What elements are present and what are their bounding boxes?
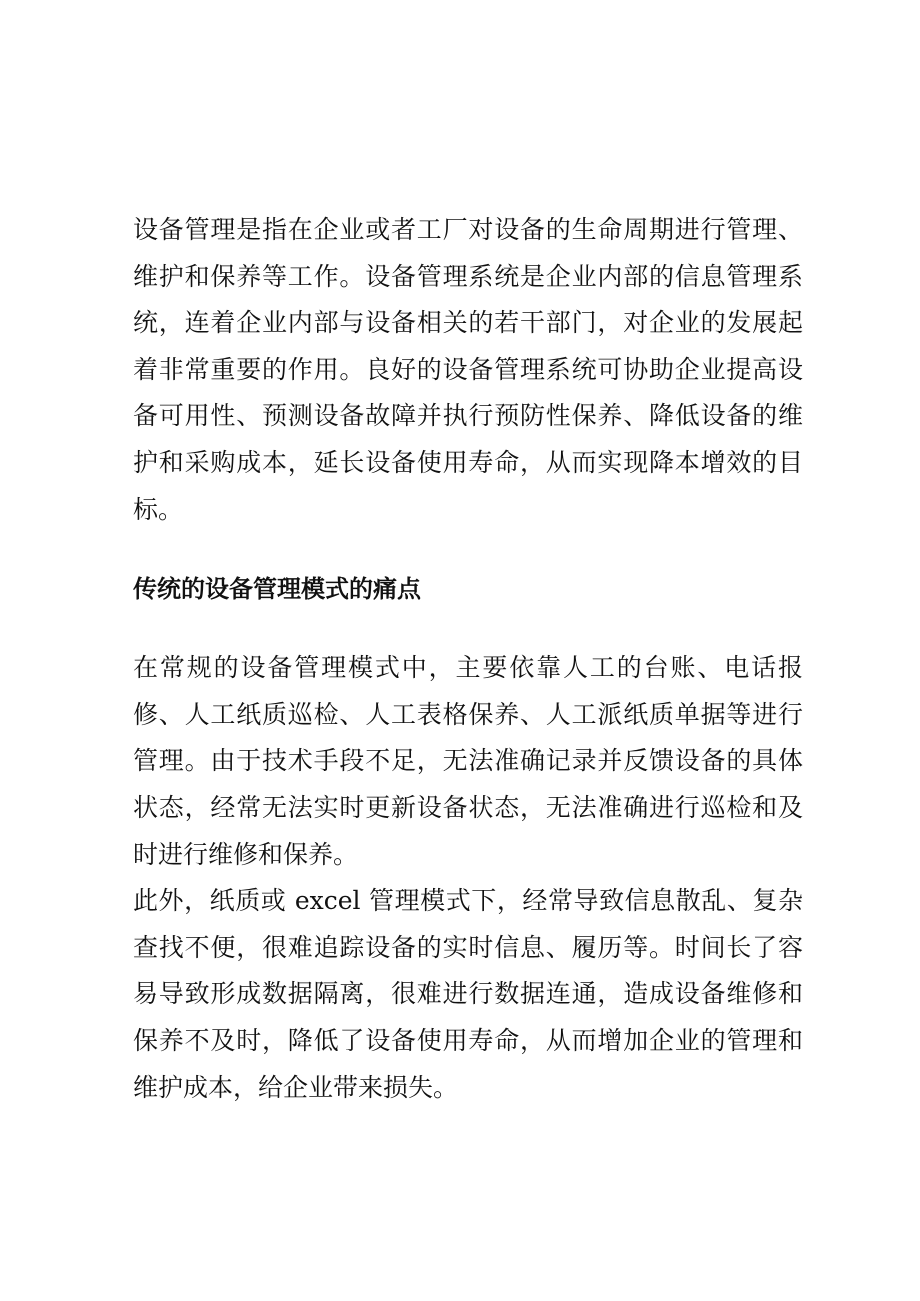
section-paragraph-1: 在常规的设备管理模式中，主要依靠人工的台账、电话报修、人工纸质巡检、人工表格保养、人工派纸质单据等进行管理。由于技术手段不足，无法准确记录并反馈设备的具体状态，经常无法实时更新设备状态，无法准确进行巡检和及时进行维修和保养。 [133, 653, 803, 869]
intro-paragraph: 设备管理是指在企业或者工厂对设备的生命周期进行管理、维护和保养等工作。设备管理系统是企业内部的信息管理系统，连着企业内部与设备相关的若干部门，对企业的发展起着非常重要的作用。良好的设备管理系统可协助企业提高设备可用性、预测设备故障并执行预防性保养、降低设备的维护和采购成本，延长设备使用寿命，从而实现降本增效的目标。 [133, 215, 803, 524]
section-paragraph-2: 此外，纸质或 excel 管理模式下，经常导致信息散乱、复杂查找不便，很难追踪设备的实时信息、履历等。时间长了容易导致形成数据隔离，很难进行数据连通，造成设备维修和保养不及时，降低了设备使用寿命，从而增加企业的管理和维护成本，给企业带来损失。 [133, 886, 803, 1102]
document-body [133, 207, 803, 1111]
section-heading: 传统的设备管理模式的痛点 [133, 575, 421, 604]
